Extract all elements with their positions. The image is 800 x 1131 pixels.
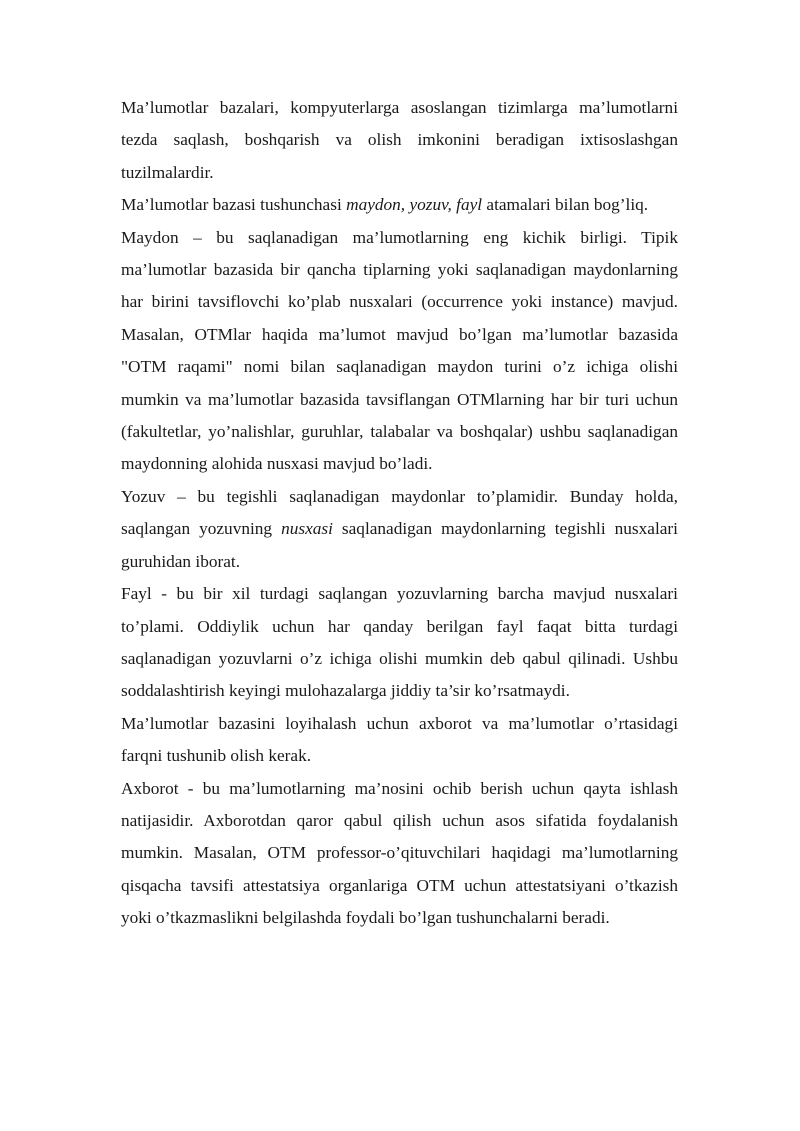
paragraph-fayl <box>121 578 678 708</box>
paragraph-text: Ma’lumotlar bazasini loyihalash uchun axborot va ma’lumotlar o’rtasidagi farqni tushunib olish kerak. <box>121 713 678 766</box>
paragraph-design <box>121 708 678 773</box>
paragraph-yozuv <box>121 481 678 578</box>
paragraph-text: Yozuv – bu tegishli saqlanadigan maydonlar to’plamidir. Bunday holda, saqlangan yozuvning <box>121 486 678 539</box>
paragraph-text: Ma’lumotlar bazasi tushunchasi <box>121 195 347 215</box>
paragraph-emphasis: maydon, yozuv, fayl <box>346 195 483 215</box>
paragraph-text: Ma’lumotlar bazalari, kompyuterlarga asoslangan tizimlarga ma’lumotlarni tezda saqlash, boshqarish va olish imkonini beradigan ixtisoslashgan tuzilmalardir. <box>121 98 678 182</box>
paragraph-concepts <box>121 189 678 221</box>
paragraph-text: Fayl - bu bir xil turdagi saqlangan yozuvlarning barcha mavjud nusxalari to’plami. Oddiylik uchun har qanday berilgan fayl faqat bitta turdagi saqlanadigan yozuvlarni o’z ichiga olishi mumkin deb qabul qilinadi. Ushbu soddalashtirish keyingi mulohazalarga jiddiy ta’sir ko’rsatmaydi. <box>121 584 678 701</box>
document-page <box>121 92 678 935</box>
paragraph-text: Maydon – bu saqlanadigan ma’lumotlarning eng kichik birligi. Tipik ma’lumotlar bazasida bir qancha tiplarning yoki saqlanadigan maydonlarning har birini tavsiflovchi ko’plab nusxalari (occurrence yoki instance) mavjud. Masalan, OTMlar haqida ma’lumot mavjud bo’lgan ma’lumotlar bazasida "OTM raqami" nomi bilan saqlanadigan maydon turini o’z ichiga olishi mumkin va ma’lumotlar bazasida tavsiflangan OTMlarning har bir turi uchun (fakultetlar, yo’nalishlar, guruhlar, talabalar va boshqalar) ushbu saqlanadigan maydonning alohida nusxasi mavjud bo’ladi. <box>121 227 678 474</box>
paragraph-text: saqlanadigan maydonlarning tegishli nusxalari guruhidan iborat. <box>121 519 678 571</box>
paragraph-text: atamalari bilan bog’liq. <box>482 195 649 215</box>
paragraph-axborot <box>121 773 678 935</box>
paragraph-text: Axborot - bu ma’lumotlarning ma’nosini ochib berish uchun qayta ishlash natijasidir. Axborotdan qaror qabul qilish uchun asos sifatida foydalanish mumkin. Masalan, OTM professor-o’qituvchilari haqidagi ma’lumotlarning qisqacha tavsifi attestatsiya organlariga OTM uchun attestatsiyani o’tkazish yoki o’tkazmaslikni belgilashda foydali bo’lgan tushunchalarni beradi. <box>121 778 678 928</box>
paragraph-maydon <box>121 222 678 481</box>
paragraph-intro <box>121 92 678 189</box>
paragraph-emphasis: nusxasi <box>281 519 333 539</box>
